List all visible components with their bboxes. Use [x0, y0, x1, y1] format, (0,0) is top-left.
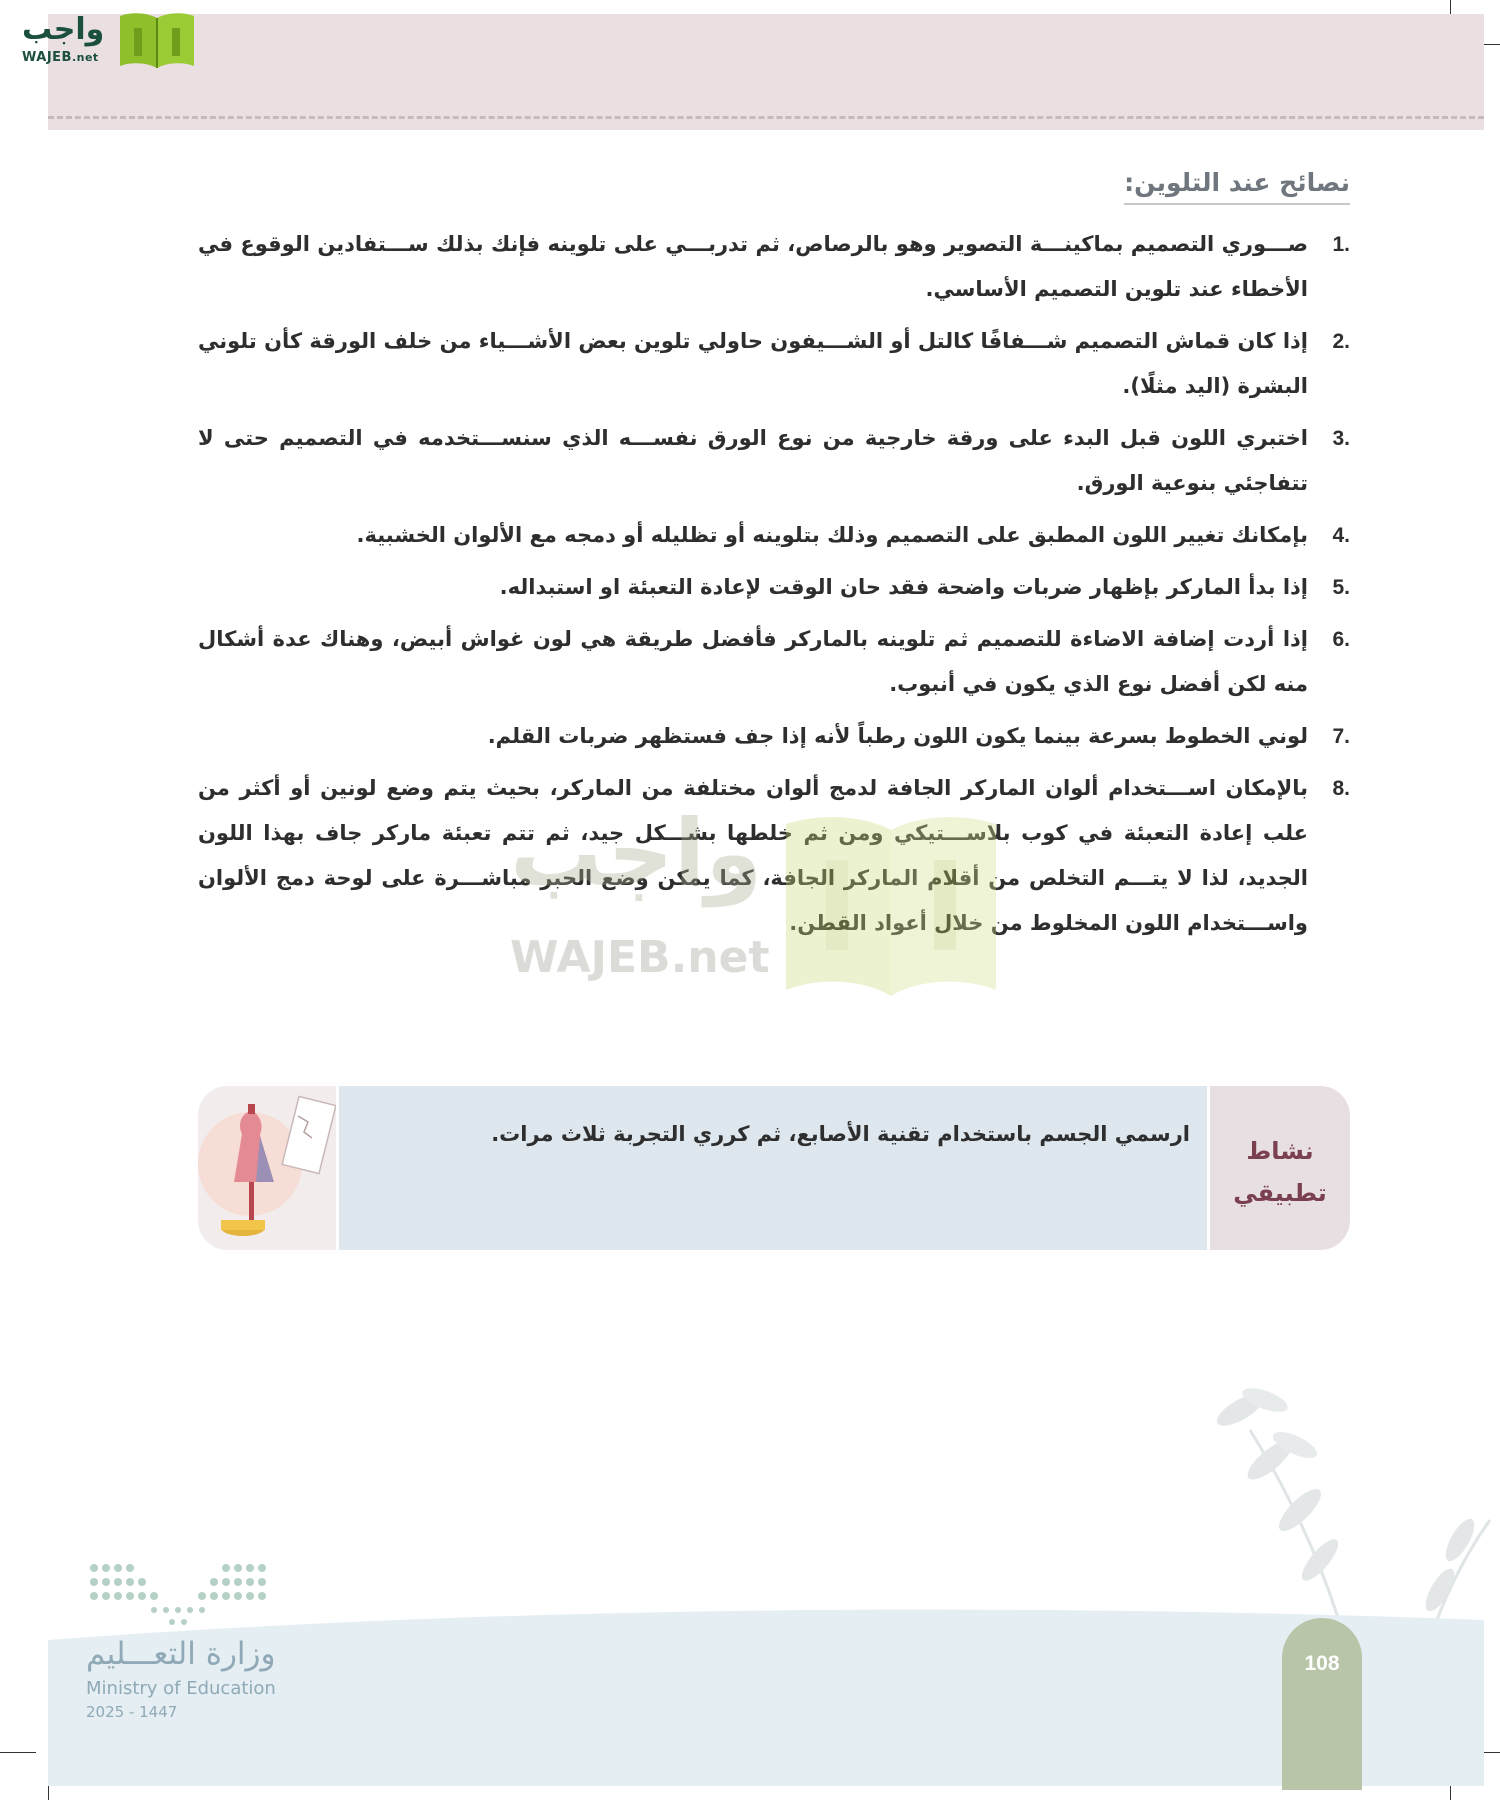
- item-number: 6.: [1332, 628, 1350, 651]
- section-title: نصائح عند التلوين:: [1124, 168, 1350, 205]
- item-text: صـــوري التصميم بماكينـــة التصوير وهو بالرصاص، ثم تدربـــي على تلوينه فإنك بذلك ســـتفادين الوقوع في الأخطاء عند تلوين التصميم الأساسي.: [198, 232, 1308, 301]
- item-text: إذا كان قماش التصميم شـــفافًا كالتل أو الشـــيفون حاولي تلوين بعض الأشـــياء من خلف الورقة كأن تلوني البشرة (اليد مثلًا).: [198, 329, 1308, 398]
- book-icon: [776, 810, 1006, 1000]
- list-item: [198, 513, 1350, 558]
- activity-text: ارسمي الجسم باستخدام تقنية الأصابع، ثم كرري التجربة ثلاث مرات.: [491, 1122, 1190, 1146]
- ministry-name-arabic: وزارة التعـــليم: [86, 1636, 276, 1672]
- mannequin-icon: [198, 1086, 336, 1250]
- item-number: 5.: [1332, 576, 1350, 599]
- list-item: [198, 416, 1350, 506]
- activity-box: [198, 1086, 1350, 1250]
- item-number: 7.: [1332, 725, 1350, 748]
- page-number: 108: [1304, 1652, 1340, 1675]
- activity-label-line: تطبيقي: [1233, 1179, 1327, 1207]
- activity-label-box: [1207, 1086, 1350, 1250]
- header-divider: [48, 116, 1484, 119]
- list-item: [198, 565, 1350, 610]
- item-text: اختبري اللون قبل البدء على ورقة خارجية من نوع الورق نفســـه الذي سنســـتخدمه في التصميم حتى لا تتفاجئي بنوعية الورق.: [198, 426, 1308, 495]
- ministry-dots-logo: [88, 1562, 268, 1628]
- item-text: لوني الخطوط بسرعة بينما يكون اللون رطباً لأنه إذا جف فستظهر ضربات القلم.: [487, 724, 1308, 748]
- logo-latin: WAJEB.net: [22, 50, 99, 65]
- list-item: [198, 617, 1350, 707]
- item-number: 8.: [1332, 777, 1350, 800]
- item-text: إذا بدأ الماركر بإظهار ضربات واضحة فقد حان الوقت لإعادة التعبئة او استبداله.: [499, 575, 1308, 599]
- item-number: 4.: [1332, 524, 1350, 547]
- page-number-tab: [1282, 1618, 1362, 1790]
- list-item: [198, 714, 1350, 759]
- ministry-name-english: Ministry of Education: [86, 1678, 276, 1699]
- list-item: [198, 319, 1350, 409]
- item-number: 2.: [1332, 330, 1350, 353]
- item-number: 3.: [1332, 427, 1350, 450]
- list-item: [198, 222, 1350, 312]
- header-band: [48, 14, 1484, 130]
- watermark-arabic: واجب: [510, 800, 763, 907]
- ministry-year: 2025 - 1447: [86, 1703, 178, 1721]
- item-number: 1.: [1332, 233, 1350, 256]
- logo-arabic: واجب: [22, 12, 105, 47]
- wajeb-logo[interactable]: [10, 6, 190, 70]
- activity-label-line: نشاط: [1246, 1137, 1314, 1165]
- watermark-latin: WAJEB.net: [510, 932, 770, 983]
- watermark: [510, 800, 1010, 1000]
- activity-image: [198, 1086, 339, 1250]
- item-text: إذا أردت إضافة الاضاءة للتصميم ثم تلوينه بالماركر فأفضل طريقة هي لون غواش أبيض، وهناك عدة أشكال منه لكن أفضل نوع الذي يكون في أنبوب.: [198, 627, 1308, 696]
- activity-label: [1230, 1130, 1330, 1214]
- item-text: بإمكانك تغيير اللون المطبق على التصميم وذلك بتلوينه أو تظليله أو دمجه مع الألوان الخشبية.: [356, 523, 1308, 547]
- item-text: بالإمكان اســـتخدام ألوان الماركر الجافة لدمج ألوان مختلفة من الماركر، بحيث يتم وضع لونين أو أكثر من علب إعادة التعبئة في كوب بلاســـتيكي ومن ثم خلطها بشـــكل جيد، ثم تتم تعبئة ماركر جاف بهذا اللون الجديد، لذا لا يتـــم التخلص من أقلام الماركر الجافة، كما يمكن وضع الحبر مباشـــرة على لوحة دمج الألوان واســـتخدام اللون المخلوط من خلال أعواد القطن.: [198, 776, 1308, 935]
- book-icon: [116, 10, 198, 70]
- crop-mark: [0, 1752, 36, 1753]
